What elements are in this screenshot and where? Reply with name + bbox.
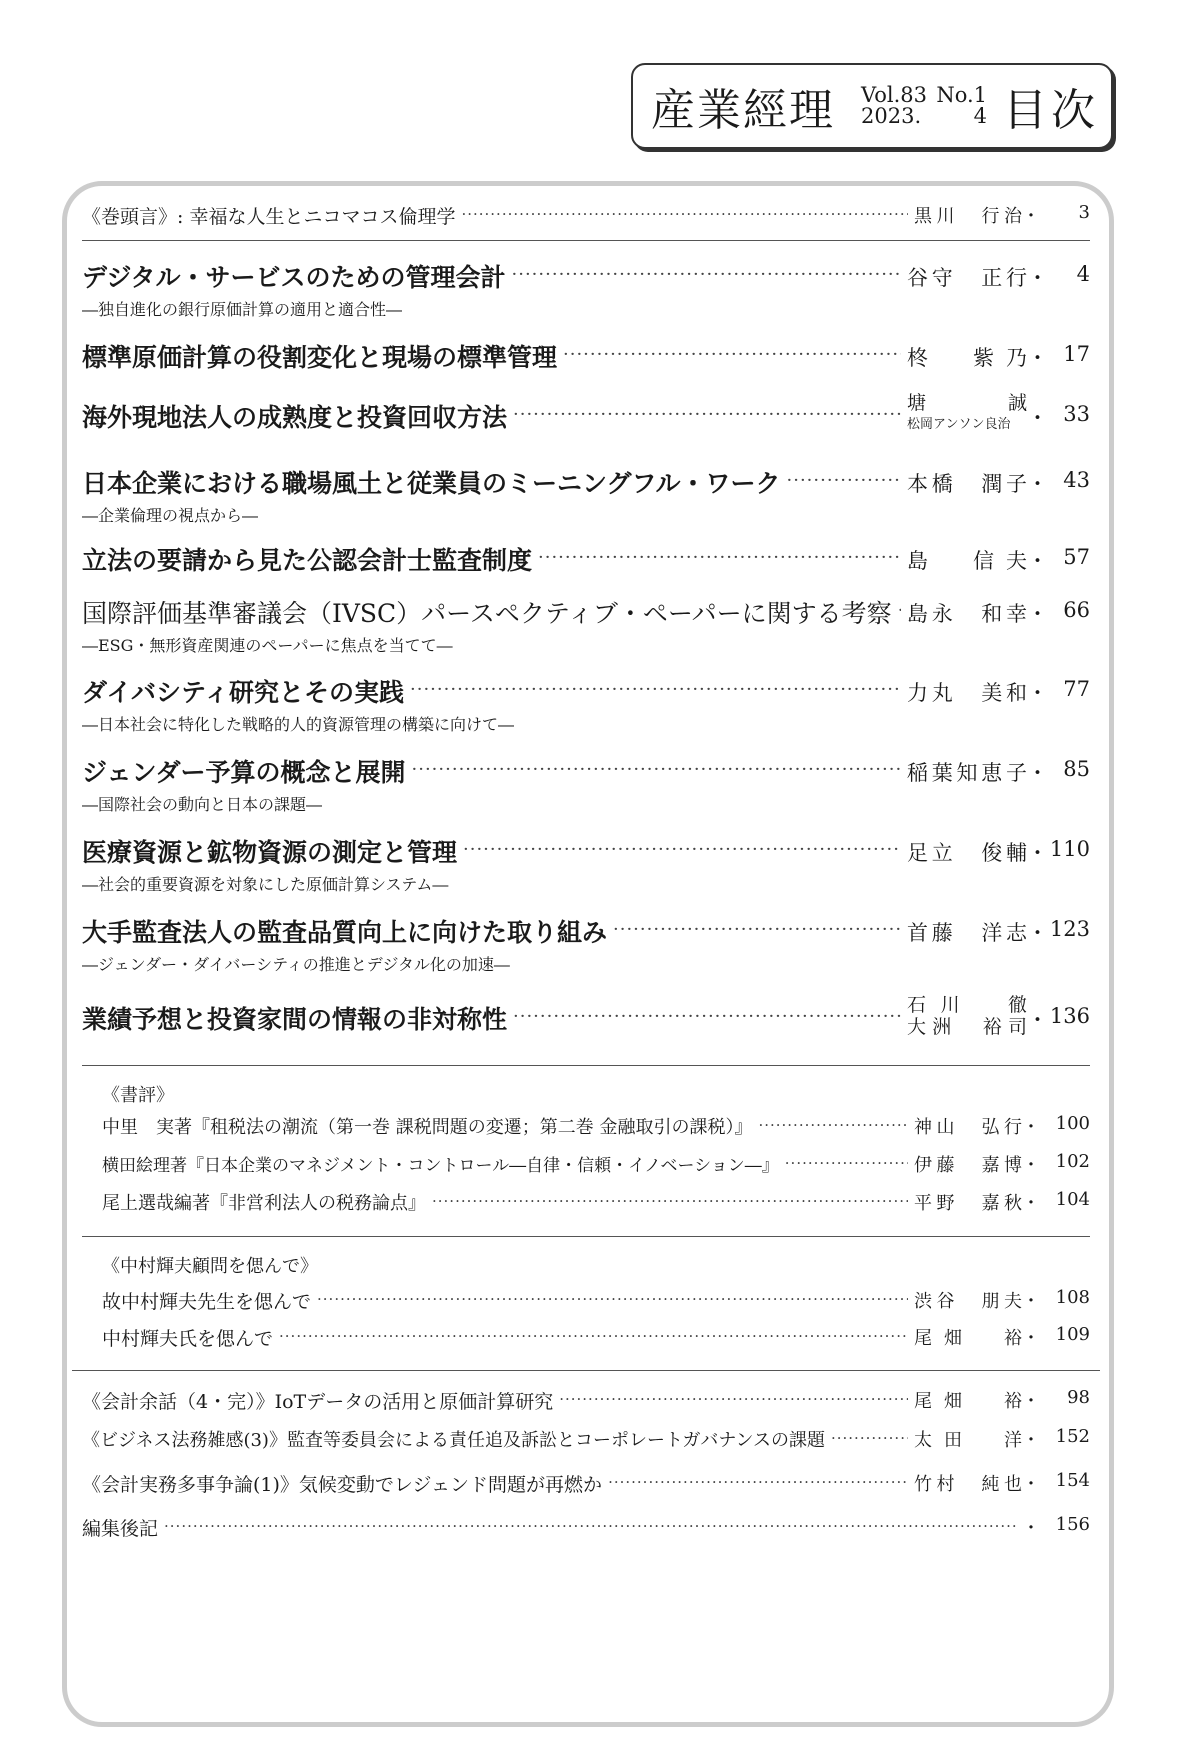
month-label: 4 — [973, 104, 987, 128]
toc-entry-article[interactable] — [82, 833, 1090, 869]
entry-author: 平野 嘉秋 — [914, 1193, 1022, 1214]
entry-authors — [907, 392, 1027, 436]
entry-page: 136 — [1049, 1004, 1090, 1028]
entry-author: 神山 弘行 — [914, 1117, 1022, 1138]
leader-dots — [513, 1006, 901, 1027]
entry-page: 104 — [1055, 1189, 1090, 1210]
entry-author: 伊藤 嘉博 — [914, 1155, 1022, 1176]
entry-author-2: 松岡アンソン良治 — [907, 417, 1011, 432]
leader-dots — [831, 1429, 908, 1447]
divider — [82, 1065, 1090, 1066]
entry-title: ダイバシティ研究とその実践 — [82, 678, 405, 707]
separator: ・ — [1022, 1328, 1040, 1349]
entry-page: 85 — [1063, 757, 1090, 781]
toc-mark: 目次 — [1003, 85, 1099, 136]
issue-info — [861, 85, 987, 127]
entry-author: 尾畑 裕 — [914, 1391, 1022, 1412]
toc-entry-column[interactable] — [82, 1387, 1090, 1414]
entry-subtitle: ―国際社会の動向と日本の課題― — [82, 795, 323, 814]
toc-entry-article[interactable] — [82, 673, 1090, 709]
entry-page: 100 — [1055, 1113, 1090, 1134]
entry-title: デジタル・サービスのための管理会計 — [82, 263, 506, 292]
volume-label: Vol.83 — [861, 83, 927, 107]
entry-title: 《会計余話（4・完）》IoTデータの活用と原価計算研究 — [82, 1391, 554, 1413]
entry-title: 《会計実務多事争論(1)》気候変動でレジェンド問題が再燃か — [82, 1474, 603, 1496]
leader-dots — [513, 404, 901, 425]
entry-author: 本橋 潤子 — [907, 472, 1027, 496]
leader-dots — [785, 1154, 908, 1172]
entry-page: 57 — [1063, 545, 1090, 569]
entry-subtitle: ―独自進化の銀行原価計算の適用と適合性― — [82, 300, 403, 319]
leader-dots — [559, 1390, 908, 1408]
leader-dots — [317, 1290, 908, 1308]
leader-dots — [463, 839, 901, 860]
toc-entry-article[interactable] — [82, 994, 1090, 1038]
separator: ・ — [1027, 1008, 1048, 1032]
toc-entry-article[interactable] — [82, 258, 1090, 294]
separator: ・ — [1022, 1155, 1040, 1176]
entry-title: ジェンダー予算の概念と展開 — [82, 758, 406, 787]
entry-author: 力丸 美和 — [907, 681, 1027, 705]
entry-author: 谷守 正行 — [907, 266, 1027, 290]
divider — [72, 1370, 1100, 1371]
entry-page: 102 — [1055, 1151, 1090, 1172]
section-heading-memorial: 《中村輝夫顧問を偲んで》 — [102, 1256, 318, 1277]
entry-author: 柊 紫乃 — [907, 346, 1027, 370]
separator: ・ — [1027, 681, 1048, 705]
toc-entry-article[interactable] — [82, 753, 1090, 789]
entry-author: 太田 洋 — [914, 1430, 1022, 1451]
separator: ・ — [1027, 761, 1048, 785]
toc-entry-article[interactable] — [82, 913, 1090, 949]
entry-title: 医療資源と鉱物資源の測定と管理 — [82, 838, 458, 867]
toc-entry-article[interactable] — [82, 541, 1090, 577]
leader-dots — [538, 547, 901, 568]
leader-dots — [164, 1517, 1016, 1535]
separator: ・ — [1027, 549, 1048, 573]
entry-title: 中里 実著『租税法の潮流（第一巻 課税問題の変遷；第二巻 金融取引の課税）』 — [102, 1117, 753, 1138]
divider — [82, 1236, 1090, 1237]
entry-title: 日本企業における職場風土と従業員のミーニングフル・ワーク — [82, 469, 781, 498]
toc-entry-article[interactable] — [82, 464, 1090, 500]
leader-dots — [412, 759, 901, 780]
entry-page: 4 — [1076, 262, 1090, 286]
leader-dots — [563, 344, 901, 365]
entry-title: 立法の要請から見た公認会計士監査制度 — [82, 546, 533, 575]
separator: ・ — [1027, 921, 1048, 945]
entry-subtitle: ―企業倫理の視点から― — [82, 506, 259, 525]
entry-page: 3 — [1078, 202, 1090, 223]
leader-dots — [432, 1192, 908, 1210]
entry-page: 154 — [1055, 1470, 1090, 1491]
leader-dots — [758, 1116, 908, 1134]
separator: ・ — [1022, 1430, 1040, 1451]
journal-title: 産業經理 — [651, 85, 835, 136]
separator: ・ — [1022, 1117, 1040, 1138]
entry-title: 編集後記 — [82, 1518, 159, 1540]
separator: ・ — [1027, 602, 1048, 626]
toc-entry-book-review[interactable] — [102, 1189, 1090, 1215]
entry-author: 竹村 純也 — [914, 1474, 1022, 1495]
entry-title: 尾上選哉編著『非営利法人の税務論点』 — [102, 1193, 426, 1214]
toc-entry-book-review[interactable] — [102, 1151, 1090, 1177]
leader-dots — [410, 679, 901, 700]
entry-title: 《巻頭言》: 幸福な人生とニコマコス倫理学 — [82, 206, 456, 228]
entry-title: 横田絵理著『日本企業のマネジメント・コントロール―自律・信頼・イノベーション―』 — [102, 1156, 779, 1176]
entry-page: 77 — [1063, 677, 1090, 701]
section-heading-book-reviews: 《書評》 — [102, 1085, 174, 1106]
leader-dots — [787, 470, 901, 491]
separator: ・ — [1027, 841, 1048, 865]
entry-author: 石川 徹 — [907, 994, 1027, 1016]
entry-title: 故中村輝夫先生を偲んで — [102, 1291, 312, 1313]
entry-author: 塘 誠 — [907, 392, 1027, 414]
number-label: No.1 — [936, 83, 987, 107]
entry-page: 123 — [1049, 917, 1090, 941]
toc-entry-article[interactable] — [82, 594, 1090, 630]
entry-author: 足立 俊輔 — [907, 841, 1027, 865]
entry-title: 国際評価基準審議会（IVSC）パースペクティブ・ペーパーに関する考察 — [82, 599, 892, 628]
separator: ・ — [1027, 406, 1048, 430]
entry-author: 島 信夫 — [907, 549, 1027, 573]
entry-author: 黒川 行治 — [914, 206, 1022, 227]
entry-title: 大手監査法人の監査品質向上に向けた取り組み — [82, 918, 608, 947]
entry-page: 109 — [1055, 1324, 1090, 1345]
entry-authors — [907, 994, 1027, 1038]
leader-dots — [461, 205, 908, 223]
entry-title: 海外現地法人の成熟度と投資回収方法 — [82, 403, 508, 432]
toc-entry-afterword[interactable] — [82, 1514, 1090, 1541]
entry-author: 首藤 洋志 — [907, 921, 1027, 945]
leader-dots — [279, 1327, 908, 1345]
toc-header-box — [631, 63, 1113, 149]
entry-page: 156 — [1055, 1514, 1090, 1535]
entry-page: 110 — [1049, 837, 1090, 861]
separator: ・ — [1022, 206, 1040, 227]
entry-author: 稲葉知恵子 — [907, 761, 1027, 785]
entry-title: 標準原価計算の役割変化と現場の標準管理 — [82, 343, 558, 372]
entry-author: 尾畑 裕 — [914, 1328, 1022, 1349]
toc-entry-article[interactable] — [82, 338, 1090, 374]
entry-subtitle: ―ESG・無形資産関連のペーパーに焦点を当てて― — [82, 636, 453, 655]
entry-author: 島永 和幸 — [907, 602, 1027, 626]
entry-subtitle: ―社会的重要資源を対象にした原価計算システム― — [82, 875, 449, 894]
entry-author-2: 大洲 裕司 — [907, 1016, 1027, 1038]
entry-title: 《ビジネス法務雑感(3)》監査等委員会による責任追及訴訟とコーポレートガバナンスの課題 — [82, 1430, 825, 1451]
toc-entry-article[interactable] — [82, 392, 1090, 436]
toc-entry-column[interactable] — [82, 1426, 1090, 1452]
leader-dots — [898, 600, 901, 621]
separator: ・ — [1022, 1518, 1040, 1539]
entry-subtitle: ―ジェンダー・ダイバーシティの推進とデジタル化の加速― — [82, 955, 510, 974]
entry-page: 17 — [1063, 342, 1090, 366]
separator: ・ — [1022, 1291, 1040, 1312]
entry-page: 66 — [1063, 598, 1090, 622]
toc-entry-memorial[interactable] — [102, 1287, 1090, 1314]
entry-page: 152 — [1055, 1426, 1090, 1447]
toc-entry-column[interactable] — [82, 1470, 1090, 1497]
separator: ・ — [1022, 1474, 1040, 1495]
separator: ・ — [1022, 1391, 1040, 1412]
toc-entry-memorial[interactable] — [102, 1324, 1090, 1351]
year-label: 2023. — [861, 104, 922, 128]
leader-dots — [613, 919, 901, 940]
leader-dots — [512, 264, 901, 285]
entry-page: 43 — [1063, 468, 1090, 492]
toc-entry-book-review[interactable] — [102, 1113, 1090, 1139]
separator: ・ — [1022, 1193, 1040, 1214]
separator: ・ — [1027, 472, 1048, 496]
entry-page: 98 — [1067, 1387, 1090, 1408]
entry-author: 渋谷 朋夫 — [914, 1291, 1022, 1312]
entry-title: 業績予想と投資家間の情報の非対称性 — [82, 1005, 508, 1034]
entry-page: 33 — [1063, 402, 1090, 426]
leader-dots — [608, 1473, 908, 1491]
separator: ・ — [1027, 266, 1048, 290]
divider — [82, 240, 1090, 241]
separator: ・ — [1027, 346, 1048, 370]
entry-subtitle: ―日本社会に特化した戦略的人的資源管理の構築に向けて― — [82, 715, 515, 734]
entry-title: 中村輝夫氏を偲んで — [102, 1328, 274, 1350]
entry-page: 108 — [1055, 1287, 1090, 1308]
toc-entry-foreword[interactable] — [82, 202, 1090, 229]
